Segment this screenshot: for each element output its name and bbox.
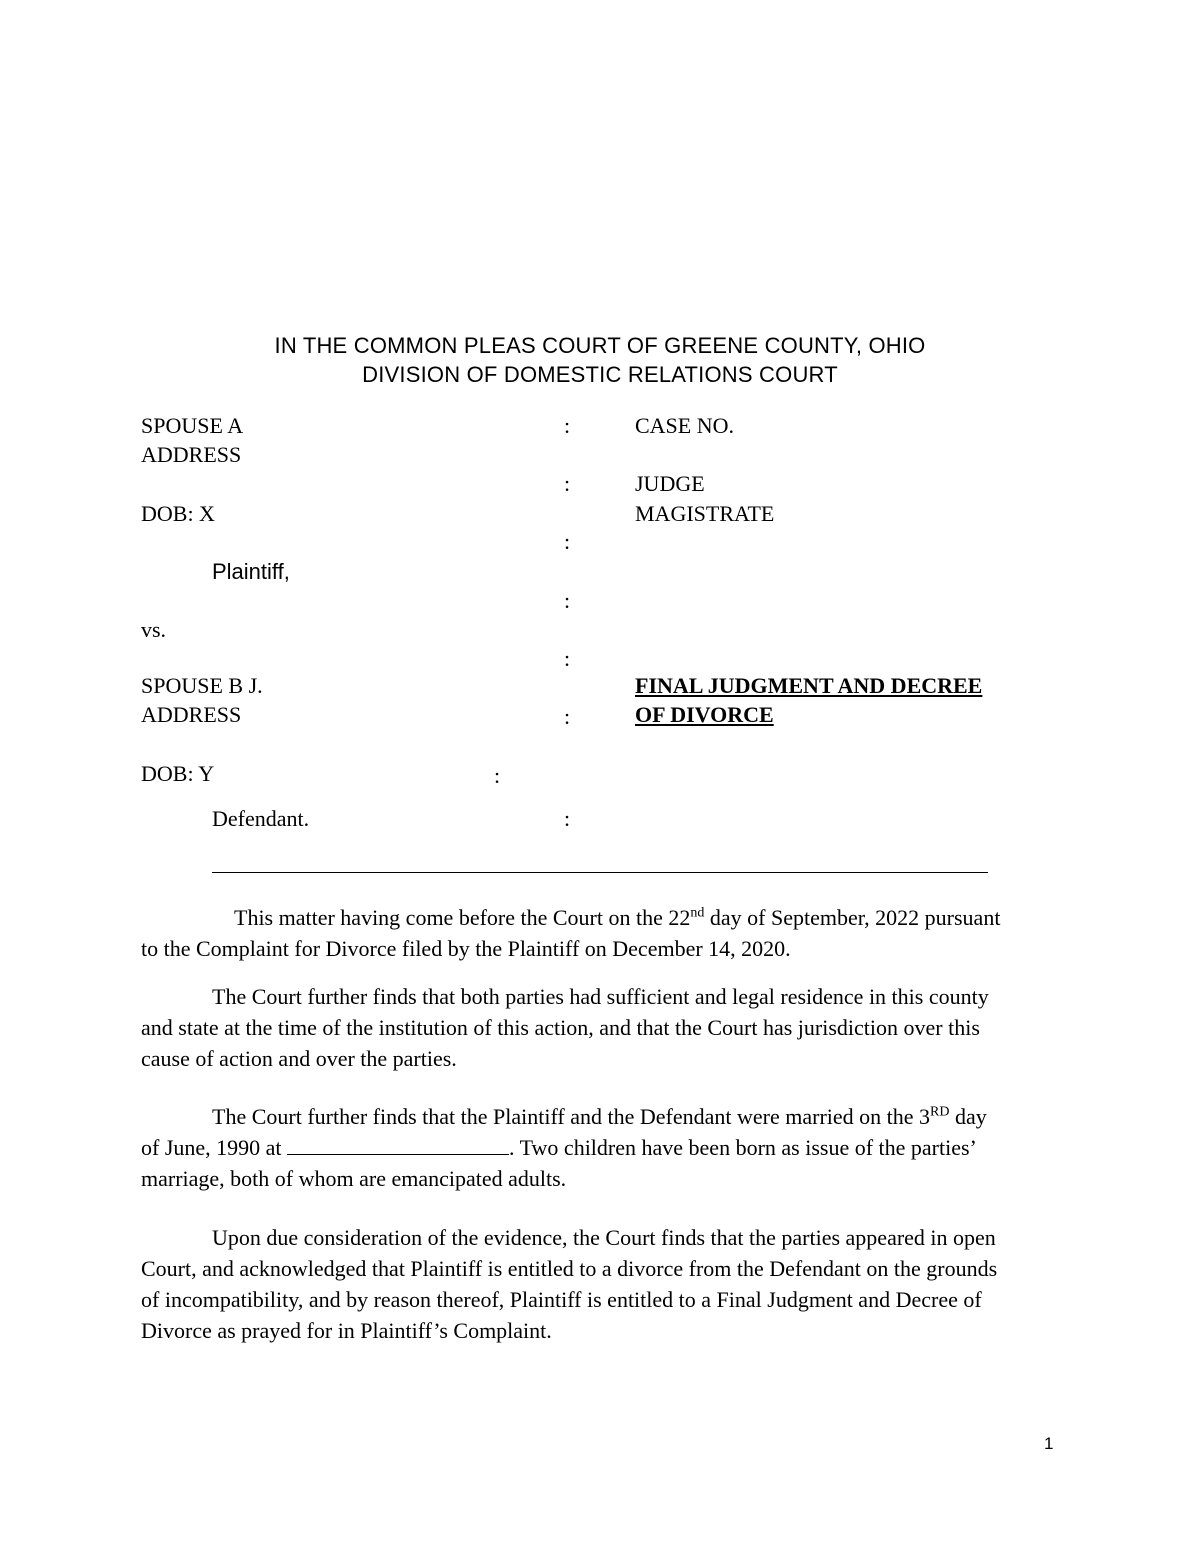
paragraph-hearing [141, 902, 1061, 964]
p2-line2: and state at the time of the institution of this action, and that the Court has jurisdiction over this [141, 1015, 980, 1040]
versus: vs. [141, 617, 167, 642]
p3-line2-a: of June, 1990 at [141, 1135, 288, 1160]
caption-separator: : [564, 413, 571, 438]
plaintiff-address: ADDRESS [141, 442, 242, 467]
p1-line2: to the Complaint for Divorce filed by the Plaintiff on December 14, 2020. [141, 936, 791, 961]
plaintiff-role: Plaintiff, [212, 559, 290, 584]
court-name: IN THE COMMON PLEAS COURT OF GREENE COUNTY, OHIO [274, 333, 926, 358]
document-title-line2: OF DIVORCE [635, 702, 774, 727]
p1-text-b: day of September, 2022 pursuant [704, 905, 1001, 930]
defendant-address: ADDRESS [141, 702, 242, 727]
caption-separator: : [564, 806, 571, 831]
plaintiff-name: SPOUSE A [141, 413, 244, 438]
caption-separator: : [494, 763, 501, 788]
magistrate-label: MAGISTRATE [635, 501, 775, 526]
p4-line4: Divorce as prayed for in Plaintiff’s Complaint. [141, 1318, 552, 1343]
page-number: 1 [1044, 1434, 1054, 1453]
p4-line1: Upon due consideration of the evidence, the Court finds that the parties appeared in open [212, 1225, 996, 1250]
plaintiff-dob: DOB: X [141, 501, 215, 526]
paragraph-findings [141, 1222, 1061, 1346]
marriage-location-blank [287, 1136, 509, 1155]
p3-text-a: The Court further finds that the Plaintiff and the Defendant were married on the 3 [212, 1104, 931, 1129]
defendant-name: SPOUSE B J. [141, 673, 263, 698]
p3-line3: marriage, both of whom are emancipated adults. [141, 1166, 567, 1191]
p3-line2-b: . Two children have been born as issue of the parties’ [509, 1135, 977, 1160]
p3-text-b: day [949, 1104, 987, 1129]
case-number-label: CASE NO. [635, 413, 735, 438]
caption-separator: : [564, 471, 571, 496]
p1-superscript: nd [690, 905, 705, 921]
caption-separator: : [564, 588, 571, 613]
caption-separator: : [564, 704, 571, 729]
p2-line3: cause of action and over the parties. [141, 1046, 457, 1071]
defendant-role: Defendant. [212, 806, 310, 831]
paragraph-jurisdiction [141, 981, 1061, 1074]
caption-separator: : [564, 529, 571, 554]
paragraph-marriage [141, 1101, 1061, 1194]
p1-text-a: This matter having come before the Court on the 22 [234, 905, 691, 930]
p2-line1: The Court further finds that both parties had sufficient and legal residence in this county [212, 984, 989, 1009]
p3-superscript: RD [930, 1104, 950, 1120]
defendant-dob: DOB: Y [141, 761, 215, 786]
document-title-line1: FINAL JUDGMENT AND DECREE [635, 673, 983, 698]
p4-line2: Court, and acknowledged that Plaintiff is entitled to a divorce from the Defendant on the grounds [141, 1256, 998, 1281]
p4-line3: of incompatibility, and by reason thereof, Plaintiff is entitled to a Final Judgment and Decree of [141, 1287, 982, 1312]
court-division: DIVISION OF DOMESTIC RELATIONS COURT [362, 362, 838, 387]
judge-label: JUDGE [635, 471, 705, 496]
caption-separator: : [564, 646, 571, 671]
caption-divider [212, 872, 988, 873]
